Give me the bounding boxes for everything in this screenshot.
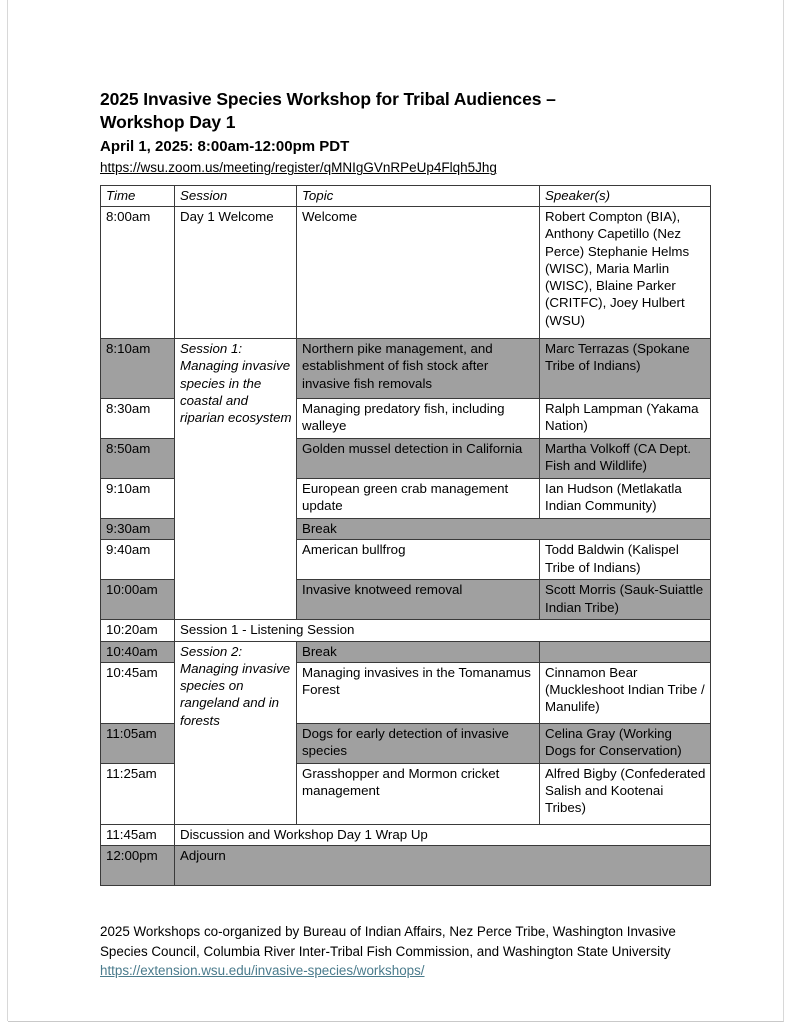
cell-time: 11:25am [101,763,175,824]
cell-time: 10:20am [101,620,175,641]
cell-speaker [540,641,711,662]
cell-time: 12:00pm [101,846,175,886]
cell-time: 11:45am [101,824,175,845]
table-row [101,620,711,641]
cell-time: 8:10am [101,338,175,398]
page-title-line-1: 2025 Invasive Species Workshop for Tribal Audiences – [100,89,556,109]
cell-topic: American bullfrog [297,540,540,580]
cell-topic: Northern pike management, and establishment of fish stock after invasive fish removals [297,338,540,398]
cell-topic: Welcome [297,206,540,338]
cell-session-group-2: Session 2: Managing invasive species on rangeland and in forests [175,641,297,824]
cell-topic: Break [297,518,711,539]
cell-topic: European green crab management update [297,478,540,518]
cell-time: 9:30am [101,518,175,539]
table-row [101,641,711,662]
cell-time: 10:00am [101,580,175,620]
cell-speaker: Ralph Lampman (Yakama Nation) [540,398,711,438]
cell-speaker: Cinnamon Bear (Muckleshoot Indian Tribe / Manulife) [540,662,711,723]
cell-topic: Discussion and Workshop Day 1 Wrap Up [175,824,711,845]
table-row [101,824,711,845]
cell-session: Day 1 Welcome [175,206,297,338]
cell-topic: Managing predatory fish, including walleye [297,398,540,438]
cell-topic: Managing invasives in the Tomanamus Forest [297,662,540,723]
page-title-line-2: Workshop Day 1 [100,112,236,133]
cell-speaker: Scott Morris (Sauk-Suiattle Indian Tribe) [540,580,711,620]
cell-time: 10:40am [101,641,175,662]
table-header-row [101,185,711,206]
cell-time: 9:40am [101,540,175,580]
cell-time: 11:05am [101,723,175,763]
cell-speaker: Alfred Bigby (Confederated Salish and Kootenai Tribes) [540,763,711,824]
cell-topic: Grasshopper and Mormon cricket management [297,763,540,824]
cell-topic: Invasive knotweed removal [297,580,540,620]
column-header-topic: Topic [297,185,540,206]
cell-topic: Session 1 - Listening Session [175,620,711,641]
footer-text: 2025 Workshops co-organized by Bureau of Indian Affairs, Nez Perce Tribe, Washington Invasive Species Council, Columbia River Inter-Tribal Fish Commission, and Washington State University [100,924,676,959]
cell-topic: Break [297,641,540,662]
cell-time: 8:00am [101,206,175,338]
footer-link[interactable]: https://extension.wsu.edu/invasive-species/workshops/ [100,962,425,978]
column-header-session: Session [175,185,297,206]
cell-speaker: Marc Terrazas (Spokane Tribe of Indians) [540,338,711,398]
cell-topic: Dogs for early detection of invasive species [297,723,540,763]
footer [100,922,712,980]
cell-speaker: Ian Hudson (Metlakatla Indian Community) [540,478,711,518]
agenda-table [100,185,711,886]
cell-session-group-1: Session 1: Managing invasive species in the coastal and riparian ecosystem [175,338,297,619]
cell-time: 10:45am [101,662,175,723]
page-title [100,88,712,134]
cell-speaker: Martha Volkoff (CA Dept. Fish and Wildlife) [540,438,711,478]
cell-speaker: Todd Baldwin (Kalispel Tribe of Indians) [540,540,711,580]
column-header-speaker: Speaker(s) [540,185,711,206]
cell-time: 8:50am [101,438,175,478]
document-page [8,0,784,1022]
document-content [100,88,712,980]
registration-link[interactable]: https://wsu.zoom.us/meeting/register/qMNIgGVnRPeUp4Flqh5Jhg [100,160,497,176]
table-row [101,338,711,398]
cell-topic: Adjourn [175,846,711,886]
cell-topic: Golden mussel detection in California [297,438,540,478]
cell-speaker: Celina Gray (Working Dogs for Conservation) [540,723,711,763]
table-row [101,846,711,886]
table-row [101,206,711,338]
cell-speaker: Robert Compton (BIA), Anthony Capetillo (Nez Perce) Stephanie Helms (WISC), Maria Marlin (WISC), Blaine Parker (CRITFC), Joey Hulbert (WSU) [540,206,711,338]
cell-time: 9:10am [101,478,175,518]
workshop-datetime: April 1, 2025: 8:00am-12:00pm PDT [100,138,350,156]
cell-time: 8:30am [101,398,175,438]
column-header-time: Time [101,185,175,206]
